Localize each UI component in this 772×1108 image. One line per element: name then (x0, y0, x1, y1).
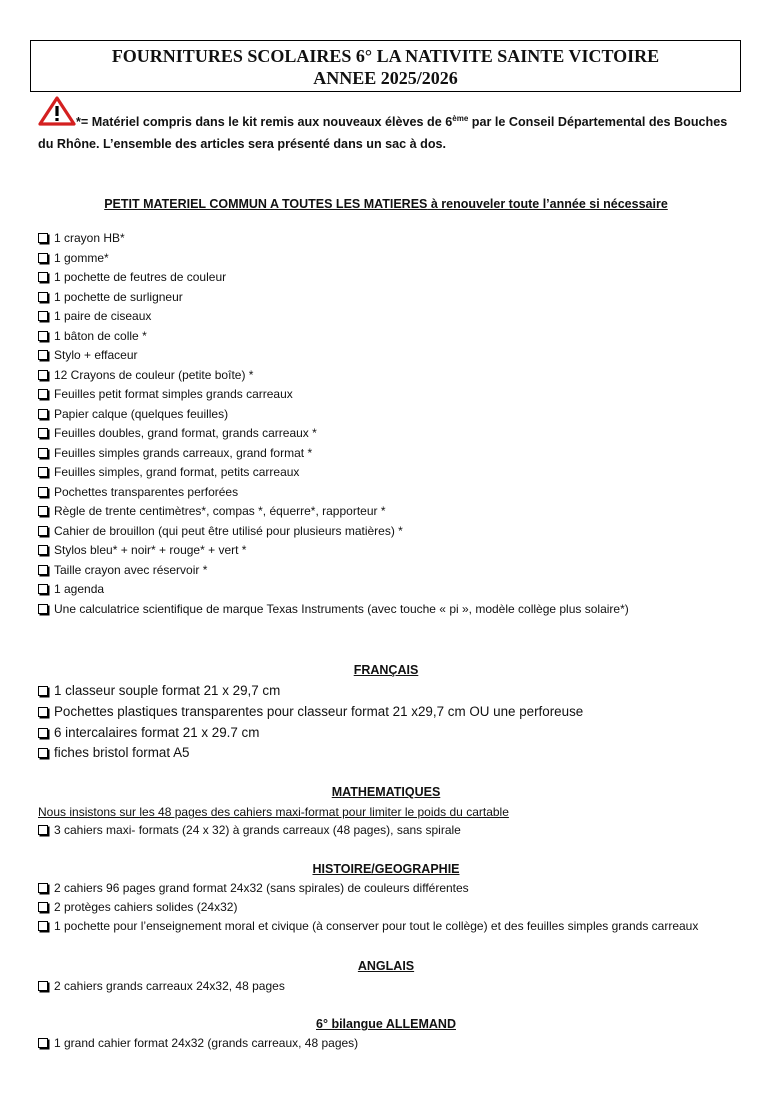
item-label: Feuilles petit format simples grands carreaux (54, 387, 293, 401)
item-label: Une calculatrice scientifique de marque Texas Instruments (avec touche « pi », modèle collège plus solaire*) (54, 601, 629, 616)
checkbox-icon[interactable] (38, 272, 48, 282)
list-item (38, 681, 583, 702)
checkbox-icon[interactable] (38, 921, 48, 931)
list-item (38, 977, 285, 997)
checkbox-icon[interactable] (38, 883, 48, 893)
list-item (38, 522, 629, 542)
maths-subtitle: Nous insistons sur les 48 pages des cahiers maxi-format pour limiter le poids du cartable (38, 805, 509, 819)
item-label: Cahier de brouillon (qui peut être utilisé pour plusieurs matières) * (54, 523, 403, 538)
section-title-francais: FRANÇAIS (353, 663, 419, 677)
francais-list (38, 681, 583, 764)
item-label: Stylo + effaceur (54, 348, 138, 362)
item-label: fiches bristol format A5 (54, 745, 190, 761)
checkbox-icon[interactable] (38, 686, 48, 696)
list-item (38, 307, 629, 327)
item-label: 1 pochette de feutres de couleur (54, 270, 227, 284)
list-item (38, 898, 698, 917)
item-label: Feuilles doubles, grand format, grands carreaux * (54, 426, 317, 440)
checkbox-icon[interactable] (38, 350, 48, 360)
checkbox-icon[interactable] (38, 1038, 48, 1048)
list-item (38, 405, 629, 425)
note-sup: ème (452, 114, 469, 123)
list-item (38, 268, 629, 288)
common-title: PETIT MATERIEL COMMUN A TOUTES LES MATIERES (104, 197, 428, 211)
list-item (38, 702, 583, 723)
anglais-list (38, 977, 285, 997)
checkbox-icon[interactable] (38, 728, 48, 738)
list-item (38, 541, 629, 561)
checkbox-icon[interactable] (38, 292, 48, 302)
list-item (38, 249, 629, 269)
item-label: 2 cahiers 96 pages grand format 24x32 (sans spirales) de couleurs différentes (54, 881, 469, 895)
item-label: 1 gomme* (54, 250, 109, 265)
title-line-1: FOURNITURES SCOLAIRES 6° LA NATIVITE SAINTE VICTOIRE (111, 46, 660, 66)
checkbox-icon[interactable] (38, 331, 48, 341)
list-item (38, 821, 461, 841)
checkbox-icon[interactable] (38, 409, 48, 419)
item-label: Stylos bleu* + noir* + rouge* + vert * (54, 543, 247, 557)
item-label: Règle de trente centimètres*, compas *, équerre*, rapporteur * (54, 504, 386, 518)
list-item (38, 502, 629, 522)
list-item (38, 463, 629, 483)
checkbox-icon[interactable] (38, 825, 48, 835)
checkbox-icon[interactable] (38, 707, 48, 717)
checkbox-icon[interactable] (38, 487, 48, 497)
checkbox-icon[interactable] (38, 565, 48, 575)
item-label: 1 pochette pour l’enseignement moral et civique (à conserver pour tout le collège) et des feuilles simples grands carreaux (54, 918, 699, 933)
checkbox-icon[interactable] (38, 253, 48, 263)
list-item (38, 288, 629, 308)
list-item (38, 561, 629, 581)
list-item (38, 743, 583, 764)
note-part-2: par le Conseil Départemental des Bouches du Rhône. L’ensemble des articles sera présenté dans un sac à dos. (38, 115, 728, 152)
item-label: Feuilles simples grands carreaux, grand format * (54, 445, 313, 460)
allemand-list (38, 1034, 358, 1054)
list-item (38, 424, 629, 444)
item-label: 12 Crayons de couleur (petite boîte) * (54, 367, 254, 382)
list-item (38, 723, 583, 744)
item-label: Feuilles simples, grand format, petits carreaux (54, 465, 300, 479)
checkbox-icon[interactable] (38, 506, 48, 516)
checkbox-icon[interactable] (38, 311, 48, 321)
maths-list (38, 821, 461, 841)
section-title-histoire: HISTOIRE/GEOGRAPHIE (312, 862, 460, 876)
checkbox-icon[interactable] (38, 748, 48, 758)
list-item (38, 580, 629, 600)
item-label: 1 paire de ciseaux (54, 309, 152, 323)
list-item (38, 327, 629, 347)
list-item (38, 600, 629, 620)
list-item (38, 444, 629, 464)
item-label: 1 grand cahier format 24x32 (grands carreaux, 48 pages) (54, 1036, 359, 1050)
checkbox-icon[interactable] (38, 545, 48, 555)
list-item (38, 879, 698, 898)
item-label: 6 intercalaires format 21 x 29.7 cm (54, 724, 260, 740)
item-label: 1 agenda (54, 582, 105, 596)
list-item (38, 346, 629, 366)
item-label: Papier calque (quelques feuilles) (54, 406, 229, 421)
item-label: 1 bâton de colle * (54, 328, 147, 343)
checkbox-icon[interactable] (38, 604, 48, 614)
item-label: Pochettes plastiques transparentes pour classeur format 21 x29,7 cm OU une perforeuse (54, 703, 584, 719)
checkbox-icon[interactable] (38, 981, 48, 991)
list-item (38, 385, 629, 405)
note-part-1: *= Matériel compris dans le kit remis aux nouveaux élèves de 6 (76, 115, 453, 130)
item-label: 1 pochette de surligneur (54, 289, 183, 304)
item-label: 1 classeur souple format 21 x 29,7 cm (54, 683, 281, 698)
checkbox-icon[interactable] (38, 428, 48, 438)
checkbox-icon[interactable] (38, 467, 48, 477)
item-label: Pochettes transparentes perforées (54, 484, 239, 499)
histoire-list (38, 879, 698, 935)
list-item (38, 366, 629, 386)
item-label: 2 cahiers grands carreaux 24x32, 48 pages (54, 979, 285, 993)
item-label: Taille crayon avec réservoir * (54, 562, 208, 577)
common-list (38, 229, 629, 619)
checkbox-icon[interactable] (38, 902, 48, 912)
item-label: 2 protèges cahiers solides (24x32) (54, 899, 238, 914)
list-item (38, 229, 629, 249)
title-line-2: ANNEE 2025/2026 (313, 68, 458, 88)
checkbox-icon[interactable] (38, 389, 48, 399)
item-label: 3 cahiers maxi- formats (24 x 32) à grands carreaux (48 pages), sans spirale (54, 823, 461, 837)
common-title-rest: à renouveler toute l’année si nécessaire (427, 197, 668, 211)
section-title-common (0, 197, 772, 211)
kit-note (38, 108, 738, 155)
section-title-maths: MATHEMATIQUES (331, 785, 441, 799)
list-item (38, 1034, 358, 1054)
checkbox-icon[interactable] (38, 370, 48, 380)
checkbox-icon[interactable] (38, 448, 48, 458)
section-title-allemand: 6° bilangue ALLEMAND (316, 1017, 456, 1031)
checkbox-icon[interactable] (38, 233, 48, 243)
page-title (30, 40, 741, 92)
item-label: 1 crayon HB* (54, 231, 125, 245)
section-title-anglais: ANGLAIS (357, 959, 415, 973)
list-item (38, 917, 698, 936)
list-item (38, 483, 629, 503)
checkbox-icon[interactable] (38, 526, 48, 536)
checkbox-icon[interactable] (38, 584, 48, 594)
